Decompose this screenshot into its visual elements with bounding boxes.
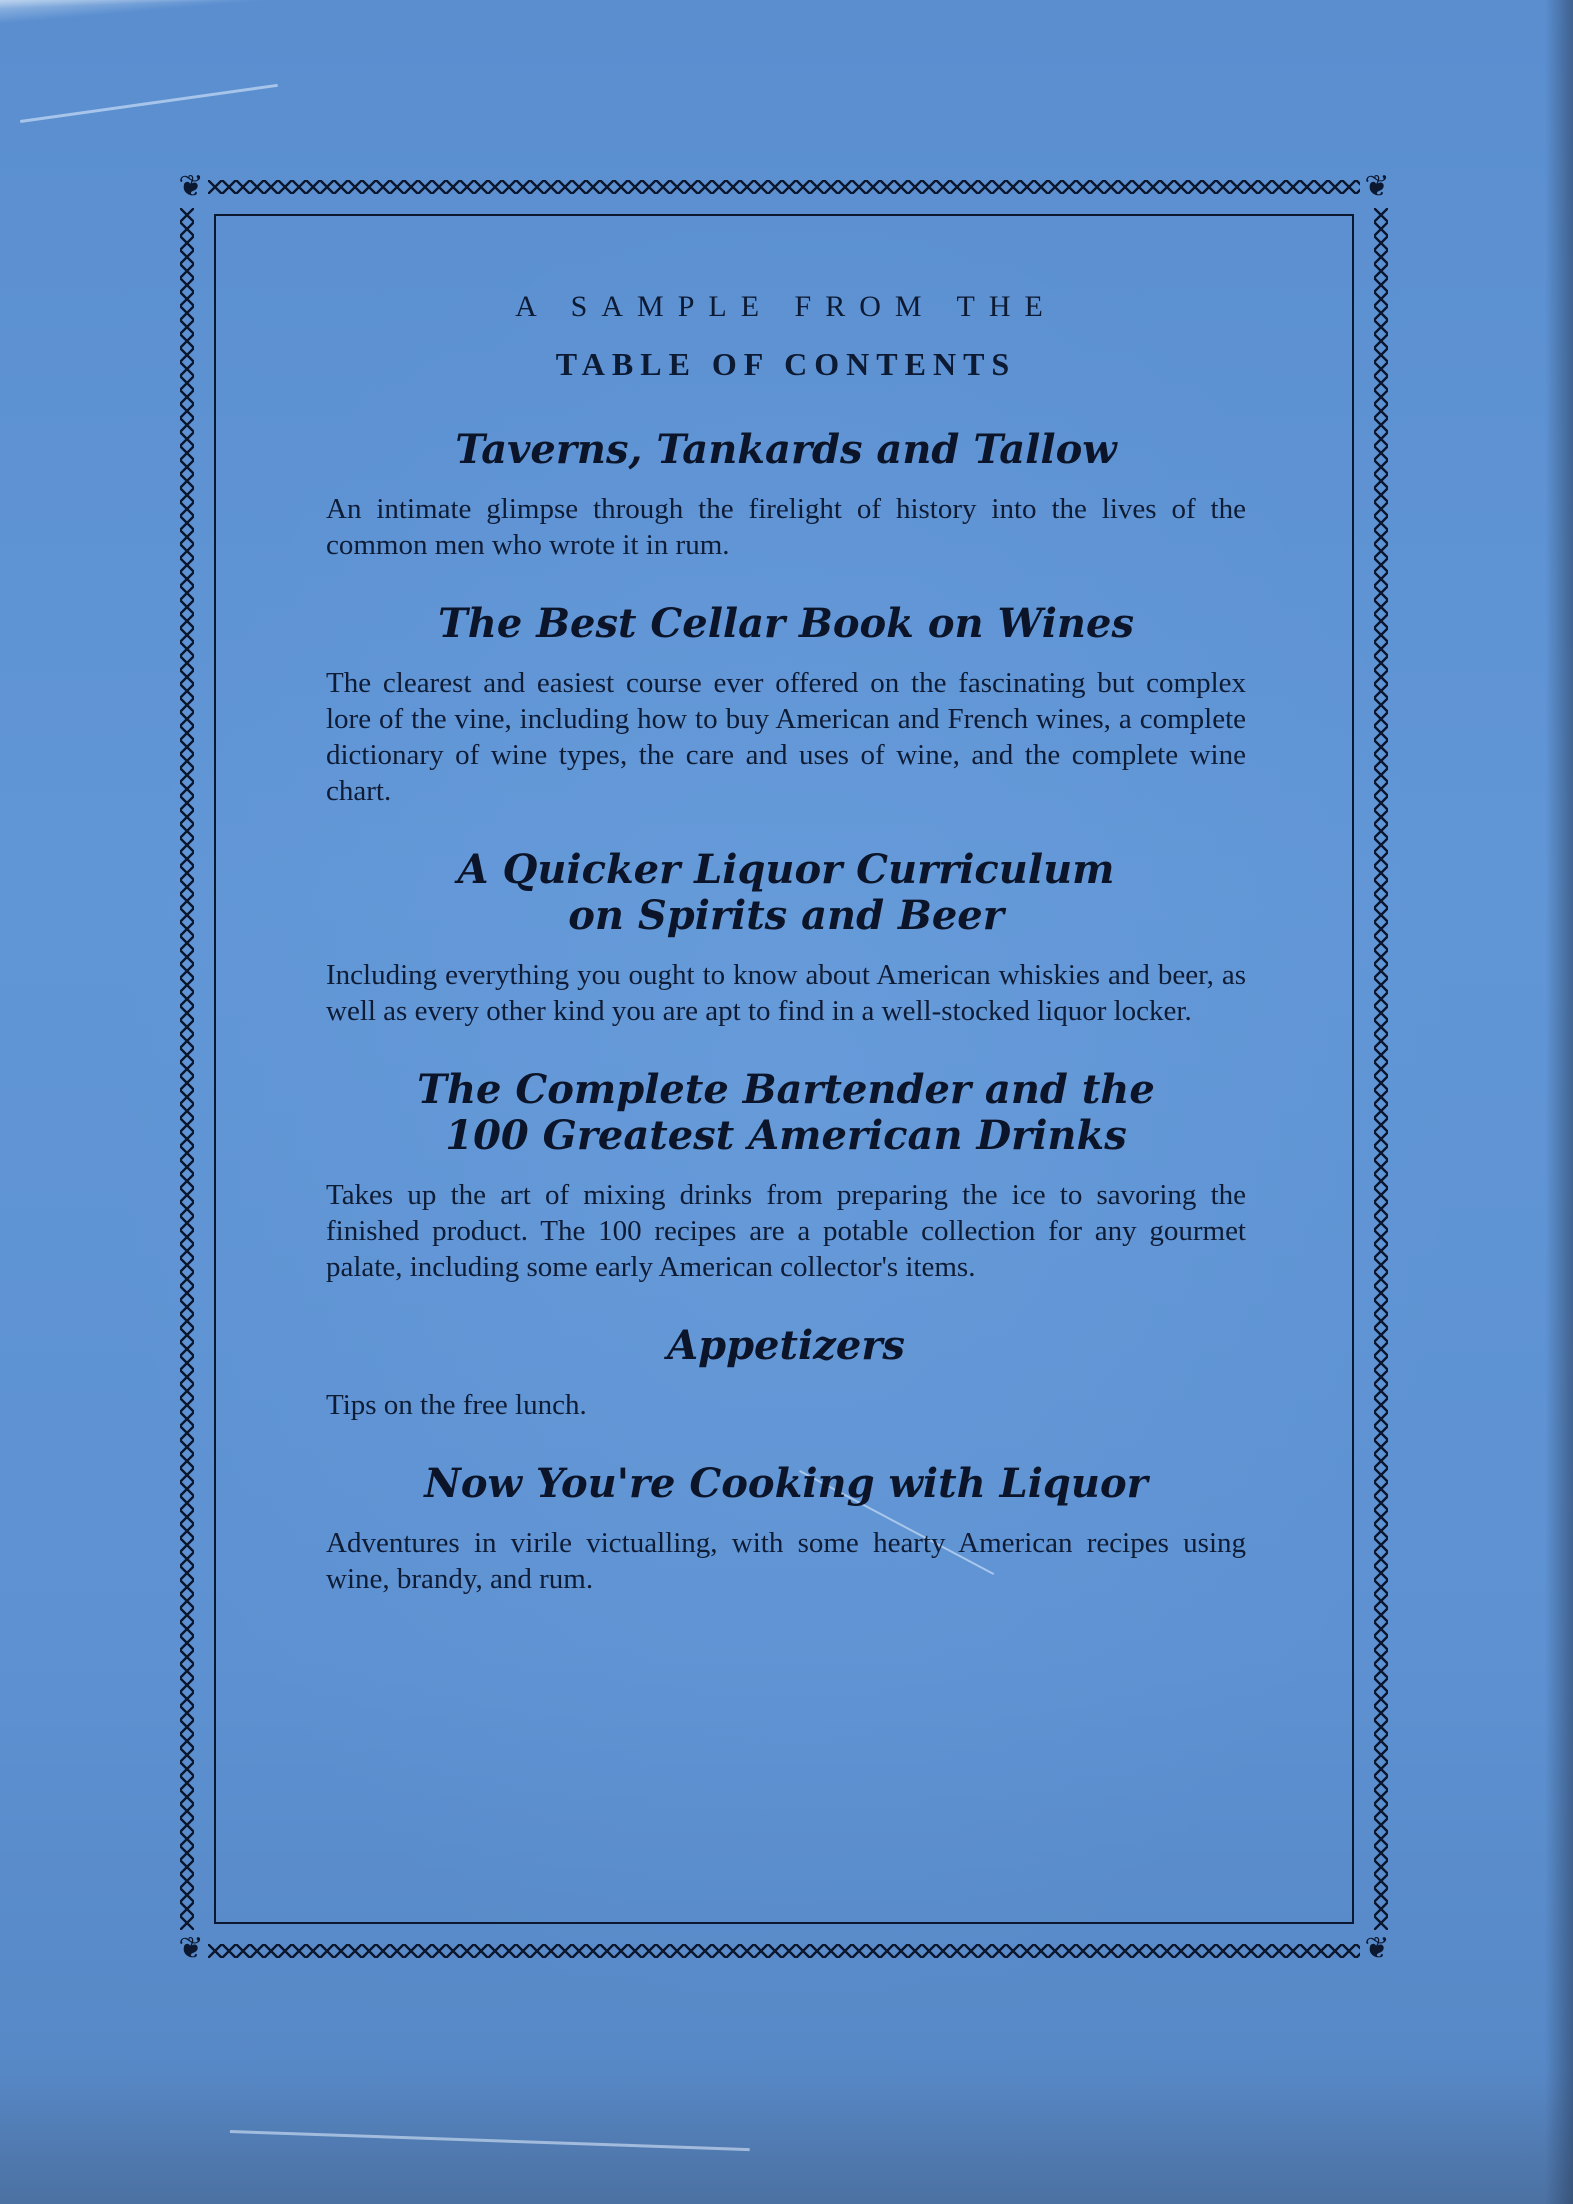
corner-ornament-icon: ❦ <box>1364 1931 1390 1966</box>
section-title: The Complete Bartender and the 100 Greatest American Drinks <box>417 1066 1155 1159</box>
section-title: Appetizers <box>667 1322 905 1369</box>
section-title: The Best Cellar Book on Wines <box>438 600 1134 647</box>
section-description: An intimate glimpse through the firelight of history into the lives of the common men who wrote it in rum. <box>326 493 1246 561</box>
toc-section <box>326 1323 1246 1423</box>
bottom-edge-wear <box>0 2070 1573 2204</box>
toc-section <box>326 427 1246 563</box>
toc-heading: TABLE OF CONTENTS <box>555 346 1017 382</box>
top-edge-wear <box>0 0 1573 160</box>
section-title: A Quicker Liquor Curriculum on Spirits and Beer <box>457 846 1115 939</box>
section-description: Tips on the free lunch. <box>326 1389 587 1421</box>
toc-section <box>326 1067 1246 1285</box>
right-edge-shadow <box>1545 0 1573 2204</box>
section-description: Adventures in virile victualling, with some hearty American recipes using wine, brandy, and rum. <box>326 1527 1246 1595</box>
section-description: Takes up the art of mixing drinks from preparing the ice to savoring the finished product. The 100 recipes are a potable collection for any gourmet palate, including some early American collector's items. <box>326 1179 1246 1283</box>
border-bottom-diamonds <box>208 1942 1360 1960</box>
section-title: Taverns, Tankards and Tallow <box>455 426 1117 473</box>
corner-ornament-icon: ❦ <box>1364 169 1390 204</box>
border-right-diamonds <box>1372 208 1390 1930</box>
border-left-diamonds <box>178 208 196 1930</box>
toc-section <box>326 1461 1246 1597</box>
corner-ornament-icon: ❦ <box>178 1931 204 1966</box>
section-description: The clearest and easiest course ever offered on the fascinating but complex lore of the vine, including how to buy American and French wines, a complete dictionary of wine types, the care and uses of wine, and the complete wine chart. <box>326 667 1246 807</box>
section-description: Including everything you ought to know about American whiskies and beer, as well as every other kind you are apt to find in a well-stocked liquor locker. <box>326 959 1246 1027</box>
border-top-diamonds <box>208 178 1360 196</box>
toc-section <box>326 847 1246 1029</box>
section-title: Now You're Cooking with Liquor <box>424 1460 1148 1507</box>
toc-section <box>326 601 1246 809</box>
corner-ornament-icon: ❦ <box>178 169 204 204</box>
kicker-text: A SAMPLE FROM THE <box>515 290 1057 323</box>
table-of-contents <box>326 290 1246 1635</box>
